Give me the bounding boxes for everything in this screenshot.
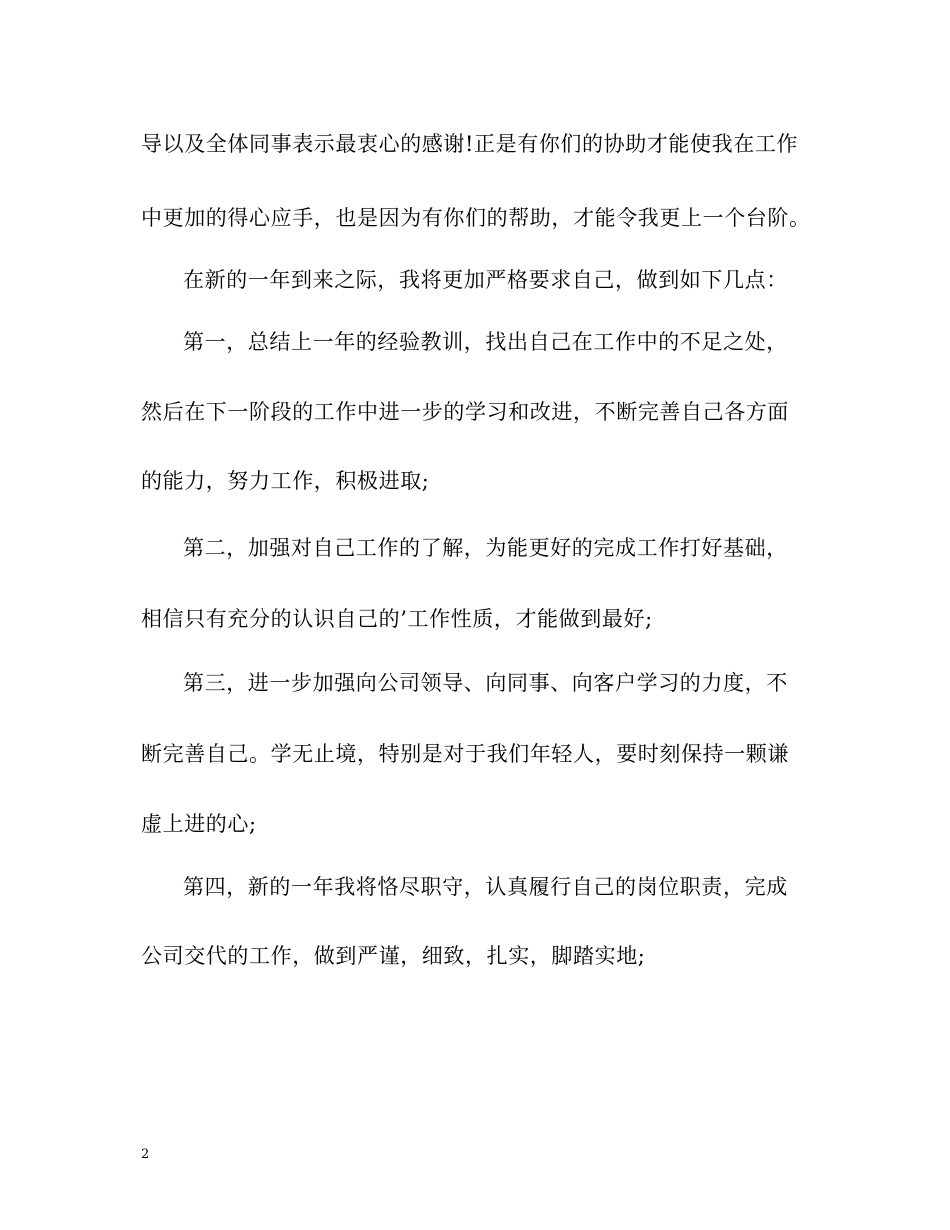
paragraph-start-line: 第三，进一步加强向公司领导、向同事、向客户学习的力度，不 [183, 671, 788, 695]
text-line: 公司交代的工作，做到严谨，细致，扎实，脚踏实地; [141, 944, 646, 968]
text-line: 断完善自己。学无止境，特别是对于我们年轻人，要时刻保持一颗谦 [141, 742, 789, 766]
text-line: 导以及全体同事表示最衷心的感谢!正是有你们的协助才能使我在工作 [141, 132, 799, 156]
text-line: 然后在下一阶段的工作中进一步的学习和改进，不断完善自己各方面 [141, 400, 789, 424]
text-line: 虚上进的心; [141, 812, 257, 836]
text-line: 相信只有充分的认识自己的’工作性质，才能做到最好; [141, 607, 653, 631]
paragraph-start-line: 第一，总结上一年的经验教训，找出自己在工作中的不足之处， [183, 330, 788, 354]
paragraph-start-line: 第四，新的一年我将恪尽职守，认真履行自己的岗位职责，完成 [183, 875, 788, 899]
paragraph-start-line: 第二，加强对自己工作的了解，为能更好的完成工作打好基础， [183, 536, 788, 560]
text-line: 的能力，努力工作，积极进取; [141, 469, 430, 493]
text-line: 中更加的得心应手，也是因为有你们的帮助，才能令我更上一个台阶。 [141, 206, 811, 230]
paragraph-start-line: 在新的一年到来之际，我将更加严格要求自己，做到如下几点： [183, 268, 788, 292]
page-number: 2 [141, 1147, 150, 1162]
